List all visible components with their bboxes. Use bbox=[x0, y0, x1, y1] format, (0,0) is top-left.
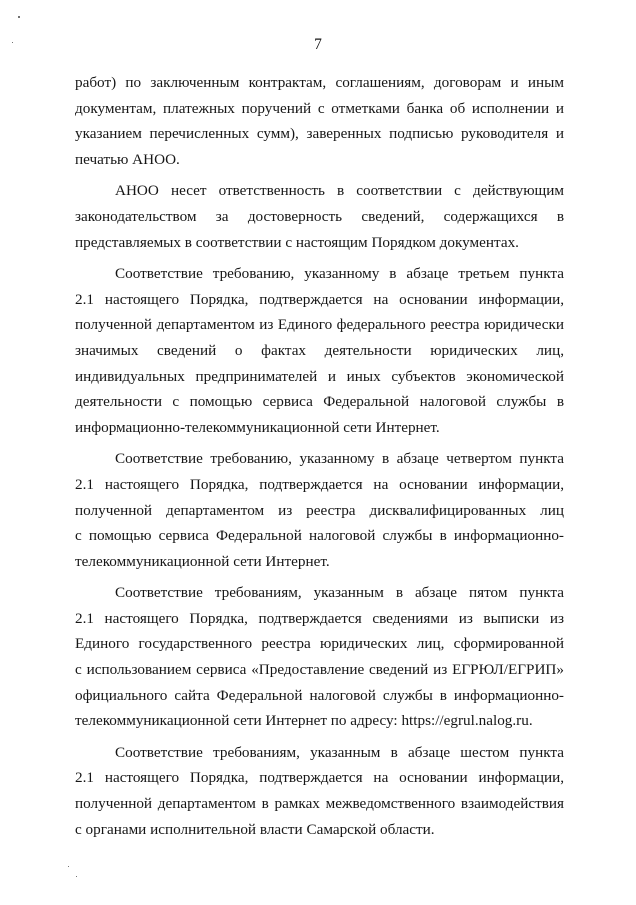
text-line: АНОО несет ответственность в соответствии с действующим bbox=[115, 182, 564, 200]
text-line: полученной департаментом в рамках межведомственного взаимодействия bbox=[75, 795, 564, 813]
document-body bbox=[75, 70, 564, 848]
text-line: телекоммуникационной сети Интернет. bbox=[75, 552, 330, 570]
text-line: 2.1 настоящего Порядка, подтверждается на основании информации, bbox=[75, 475, 564, 493]
paragraph-requirement-fifth bbox=[75, 580, 564, 734]
text-line: печатью АНОО. bbox=[75, 150, 180, 168]
scan-speck bbox=[18, 16, 20, 18]
text-line: документам, платежных поручений с отметками банка об исполнении и bbox=[75, 99, 564, 117]
text-line: 2.1 настоящего Порядка, подтверждается на основании информации, bbox=[75, 290, 564, 308]
page-number: 7 bbox=[314, 36, 322, 53]
text-line: с органами исполнительной власти Самарской области. bbox=[75, 820, 435, 838]
scan-speck bbox=[76, 876, 77, 877]
text-line: 2.1 настоящего Порядка, подтверждается сведениями из выписки из bbox=[75, 609, 564, 627]
scan-speck bbox=[12, 42, 13, 43]
text-line: официального сайта Федеральной налоговой службы в информационно- bbox=[75, 686, 564, 704]
text-line: значимых сведений о фактах деятельности юридических лиц, bbox=[75, 341, 564, 359]
text-line: Соответствие требованиям, указанным в абзаце пятом пункта bbox=[115, 584, 564, 602]
text-line: 2.1 настоящего Порядка, подтверждается на основании информации, bbox=[75, 769, 564, 787]
text-line: телекоммуникационной сети Интернет по адресу: https://egrul.nalog.ru. bbox=[75, 712, 533, 730]
text-line: работ) по заключенным контрактам, соглашениям, договорам и иным bbox=[75, 74, 564, 91]
paragraph-requirement-third bbox=[75, 261, 564, 440]
text-line: Соответствие требованиям, указанным в абзаце шестом пункта bbox=[115, 743, 564, 761]
text-line: информационно-телекоммуникационной сети Интернет. bbox=[75, 418, 440, 436]
paragraph-continuation bbox=[75, 70, 564, 172]
text-line: Единого государственного реестра юридических лиц, сформированной bbox=[75, 635, 564, 653]
scan-speck bbox=[68, 866, 69, 867]
text-line: законодательством за достоверность сведений, содержащихся в bbox=[75, 207, 564, 225]
text-line: с использованием сервиса «Предоставление сведений из ЕГРЮЛ/ЕГРИП» bbox=[75, 661, 564, 679]
text-line: полученной департаментом из реестра дисквалифицированных лиц bbox=[75, 501, 564, 519]
text-line: указанием перечисленных сумм), заверенных подписью руководителя и bbox=[75, 125, 564, 143]
text-line: полученной департаментом из Единого федерального реестра юридически bbox=[75, 316, 564, 334]
text-line: Соответствие требованию, указанному в абзаце третьем пункта bbox=[115, 265, 564, 283]
text-line: представляемых в соответствии с настоящим Порядком документах. bbox=[75, 233, 519, 251]
text-line: деятельности с помощью сервиса Федеральной налоговой службы в bbox=[75, 393, 564, 411]
paragraph-requirement-fourth bbox=[75, 446, 564, 574]
text-line: с помощью сервиса Федеральной налоговой службы в информационно- bbox=[75, 527, 564, 545]
text-line: Соответствие требованию, указанному в абзаце четвертом пункта bbox=[115, 450, 564, 468]
paragraph-requirement-sixth bbox=[75, 740, 564, 842]
paragraph-responsibility bbox=[75, 178, 564, 255]
text-line: индивидуальных предпринимателей и иных субъектов экономической bbox=[75, 367, 564, 385]
